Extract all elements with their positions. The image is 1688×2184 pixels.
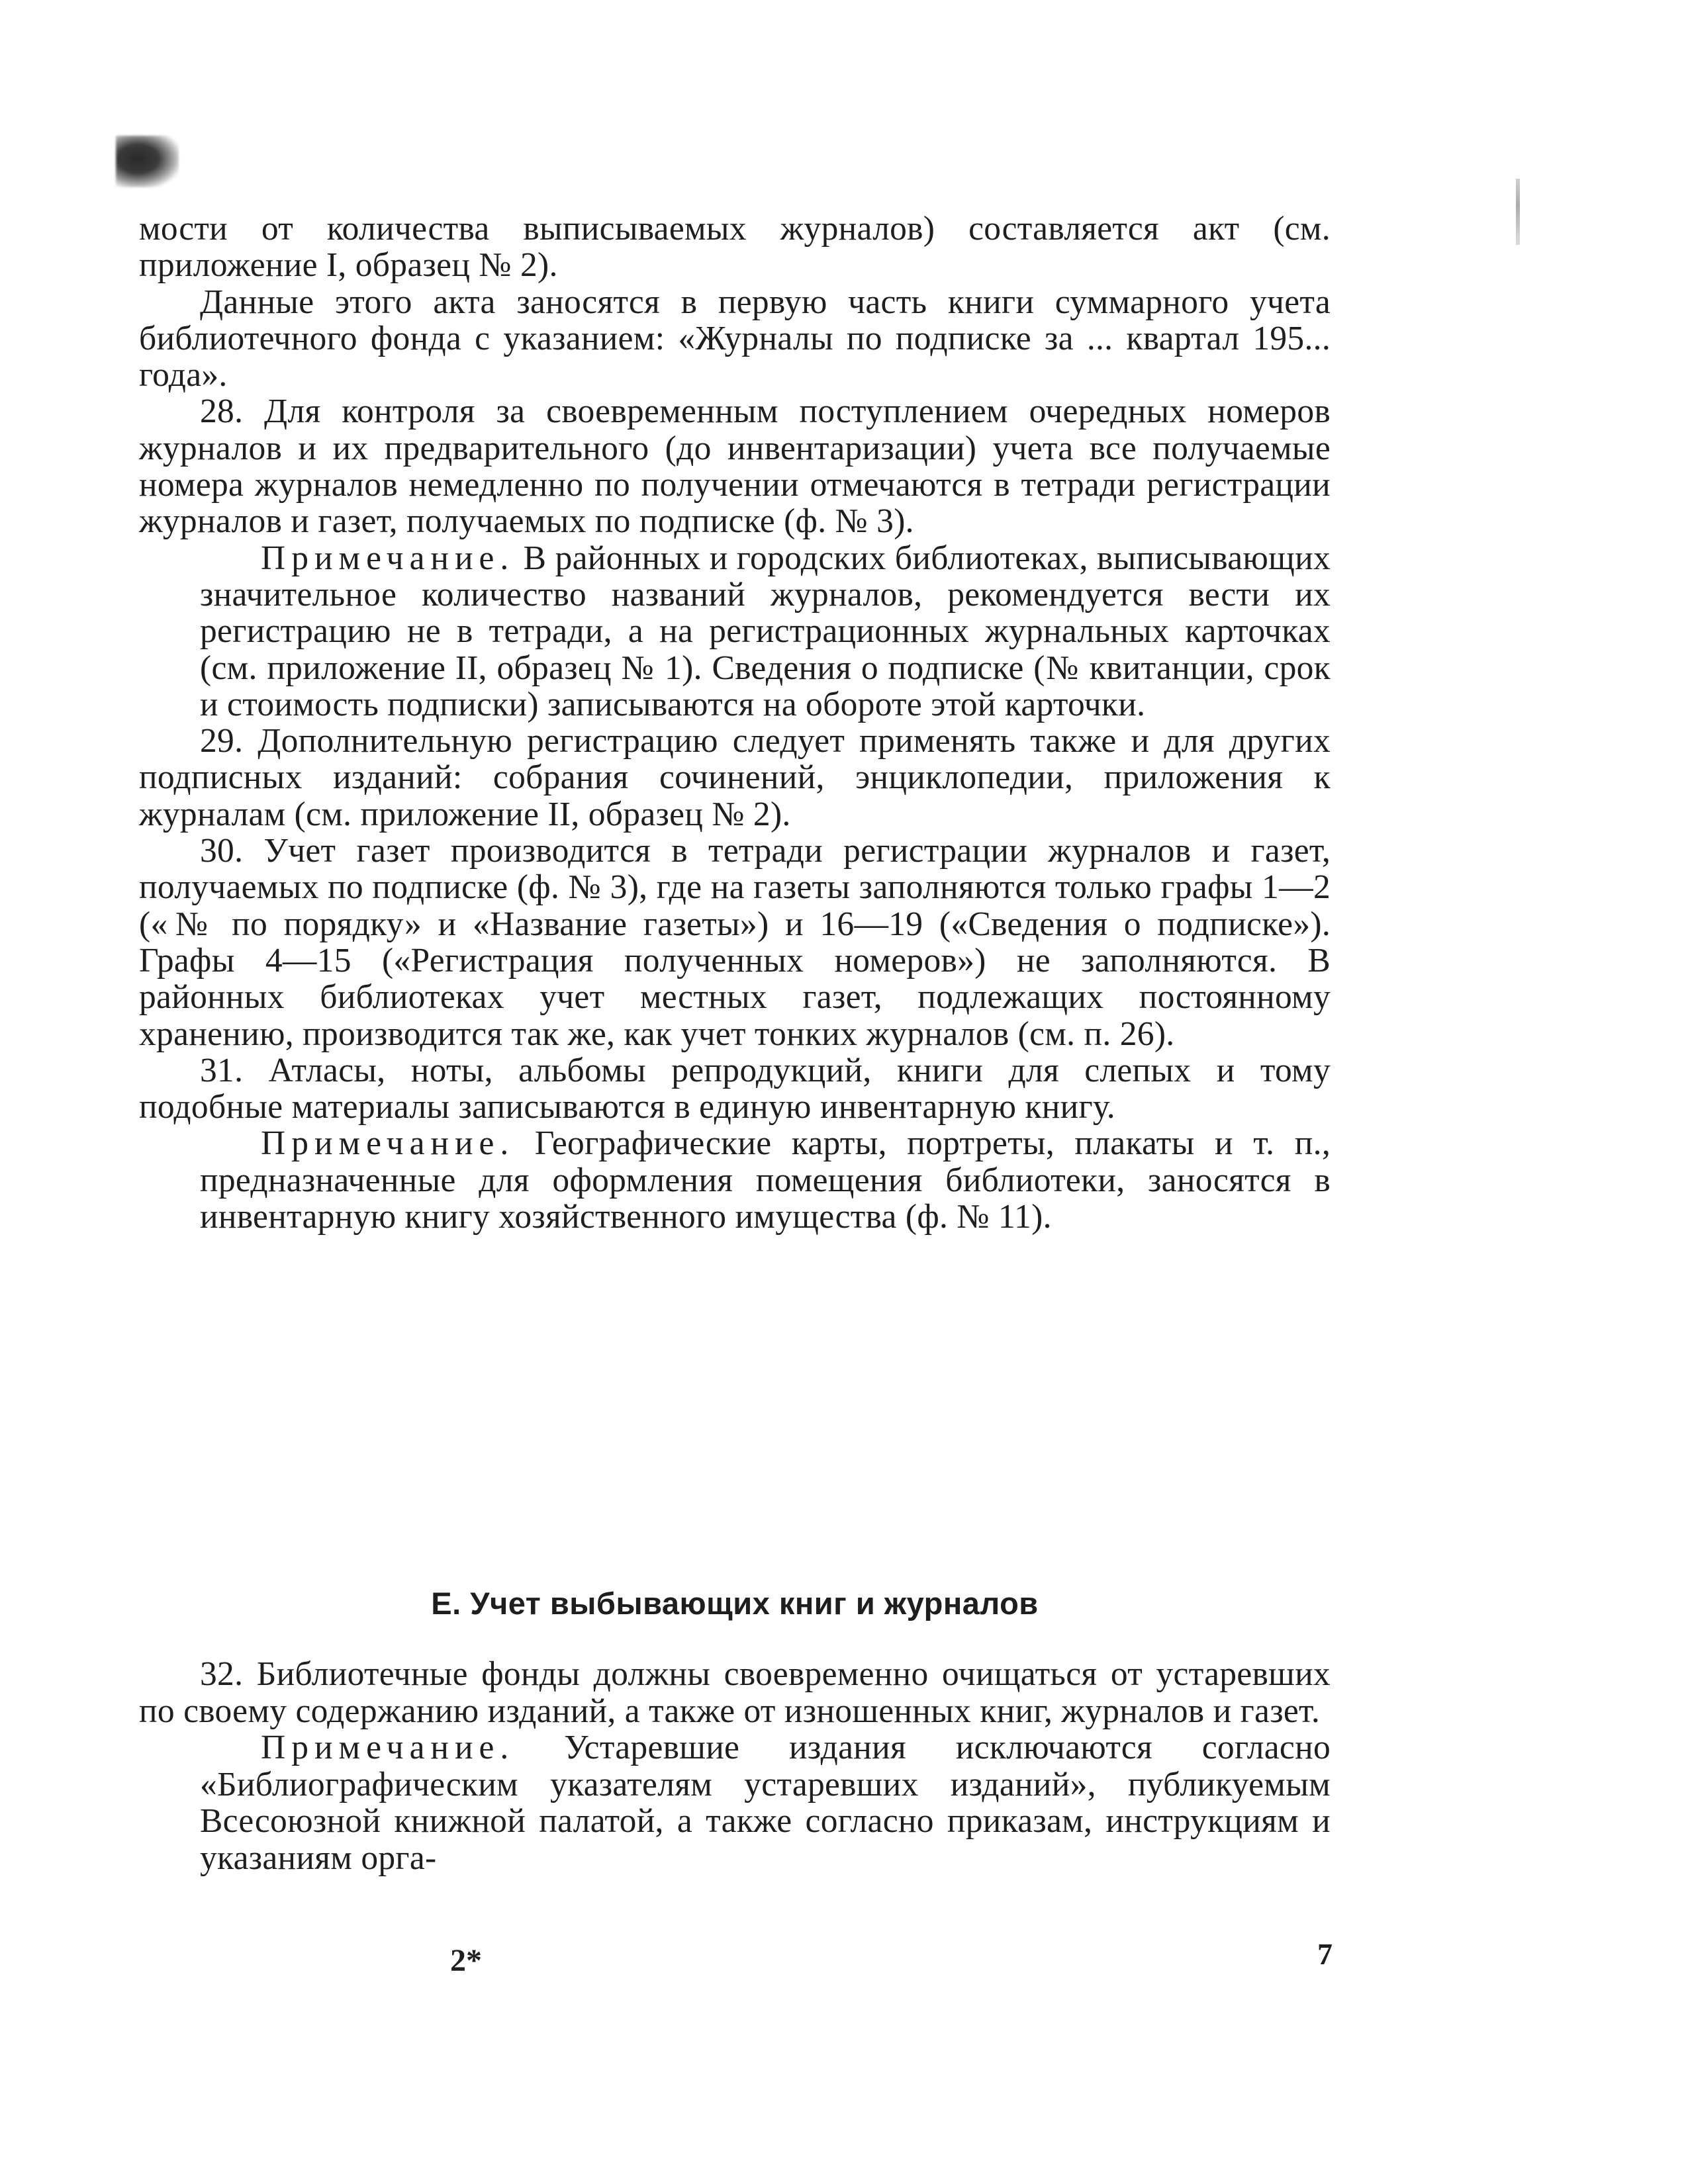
note-label: Примечание. [261, 1124, 515, 1163]
note-paragraph [200, 540, 1331, 723]
note-label: Примечание. [261, 1729, 515, 1766]
note-text: Географические карты, портреты, плакаты и т. п., предназначенные для оформления помещения библиотеки, заносятся в инвентарную книгу хозяйственного имущества (ф. № 11). [200, 1124, 1331, 1236]
scan-artifact [116, 136, 179, 187]
paragraph-continuation: мости от количества выписываемых журналов) составляется акт (см. приложение I, образец № 2). [139, 210, 1331, 285]
note-paragraph [200, 1125, 1331, 1235]
paragraph-32: 32. Библиотечные фонды должны своевременно очищаться от устаревших по своему содержанию изданий, а также от изношенных книг, журналов и газет. [139, 1655, 1331, 1730]
paragraph-29: 29. Дополнительную регистрацию следует применять также и для других подписных изданий: собрания сочинений, энциклопедии, приложения к журналам (см. приложение II, образец № 2). [139, 722, 1331, 833]
section-body-text [139, 1656, 1331, 1876]
scan-edge-artifact [1516, 179, 1520, 245]
note-label: Примечание. [261, 539, 515, 577]
paragraph-31: 31. Атласы, ноты, альбомы репродукций, книги для слепых и тому подобные материалы записываются в единую инвентарную книгу. [139, 1051, 1331, 1126]
page-number: 7 [1317, 1937, 1333, 1971]
paragraph: Данные этого акта заносятся в первую часть книги суммарного учета библиотечного фонда с указанием: «Журналы по подписке за ... квартал 195... года». [139, 283, 1331, 394]
section-heading: Е. Учет выбывающих книг и журналов [431, 1586, 1039, 1621]
note-paragraph [200, 1729, 1331, 1876]
note-text: Устаревшие издания исключаются согласно «Библиографическим указателям устаревших изданий», публикуемым Всесоюзной книжной палатой, а также согласно приказам, инструкциям и указаниям орга- [200, 1729, 1331, 1877]
note-text: В районных и городских библиотеках, выписывающих значительное количество названий журналов, рекомендуется вести их регистрацию не в тетради, а на регистрационных журнальных карточках (см. приложение II, образец № 1). Сведения о подписке (№ квитанции, срок и стоимость подписки) записываются на обороте этой карточки. [200, 539, 1331, 723]
paragraph-30: 30. Учет газет производится в тетради регистрации журналов и газет, получаемых по подписке (ф. № 3), где на газеты заполняются только графы 1—2 («№ по порядку» и «Название газеты») и 16—19 («Сведения о подписке»). Графы 4—15 («Регистрация полученных номеров») не заполняются. В районных библиотеках учет местных газет, подлежащих постоянному хранению, производится так же, как учет тонких журналов (см. п. 26). [139, 832, 1331, 1053]
body-text [139, 210, 1331, 1235]
paragraph-28: 28. Для контроля за своевременным поступлением очередных номеров журналов и их предварительного (до инвентаризации) учета все получаемые номера журналов немедленно по получении отмечаются в тетради регистрации журналов и газет, получаемых по подписке (ф. № 3). [139, 392, 1331, 541]
printer-signature-mark: 2* [450, 1943, 482, 1978]
